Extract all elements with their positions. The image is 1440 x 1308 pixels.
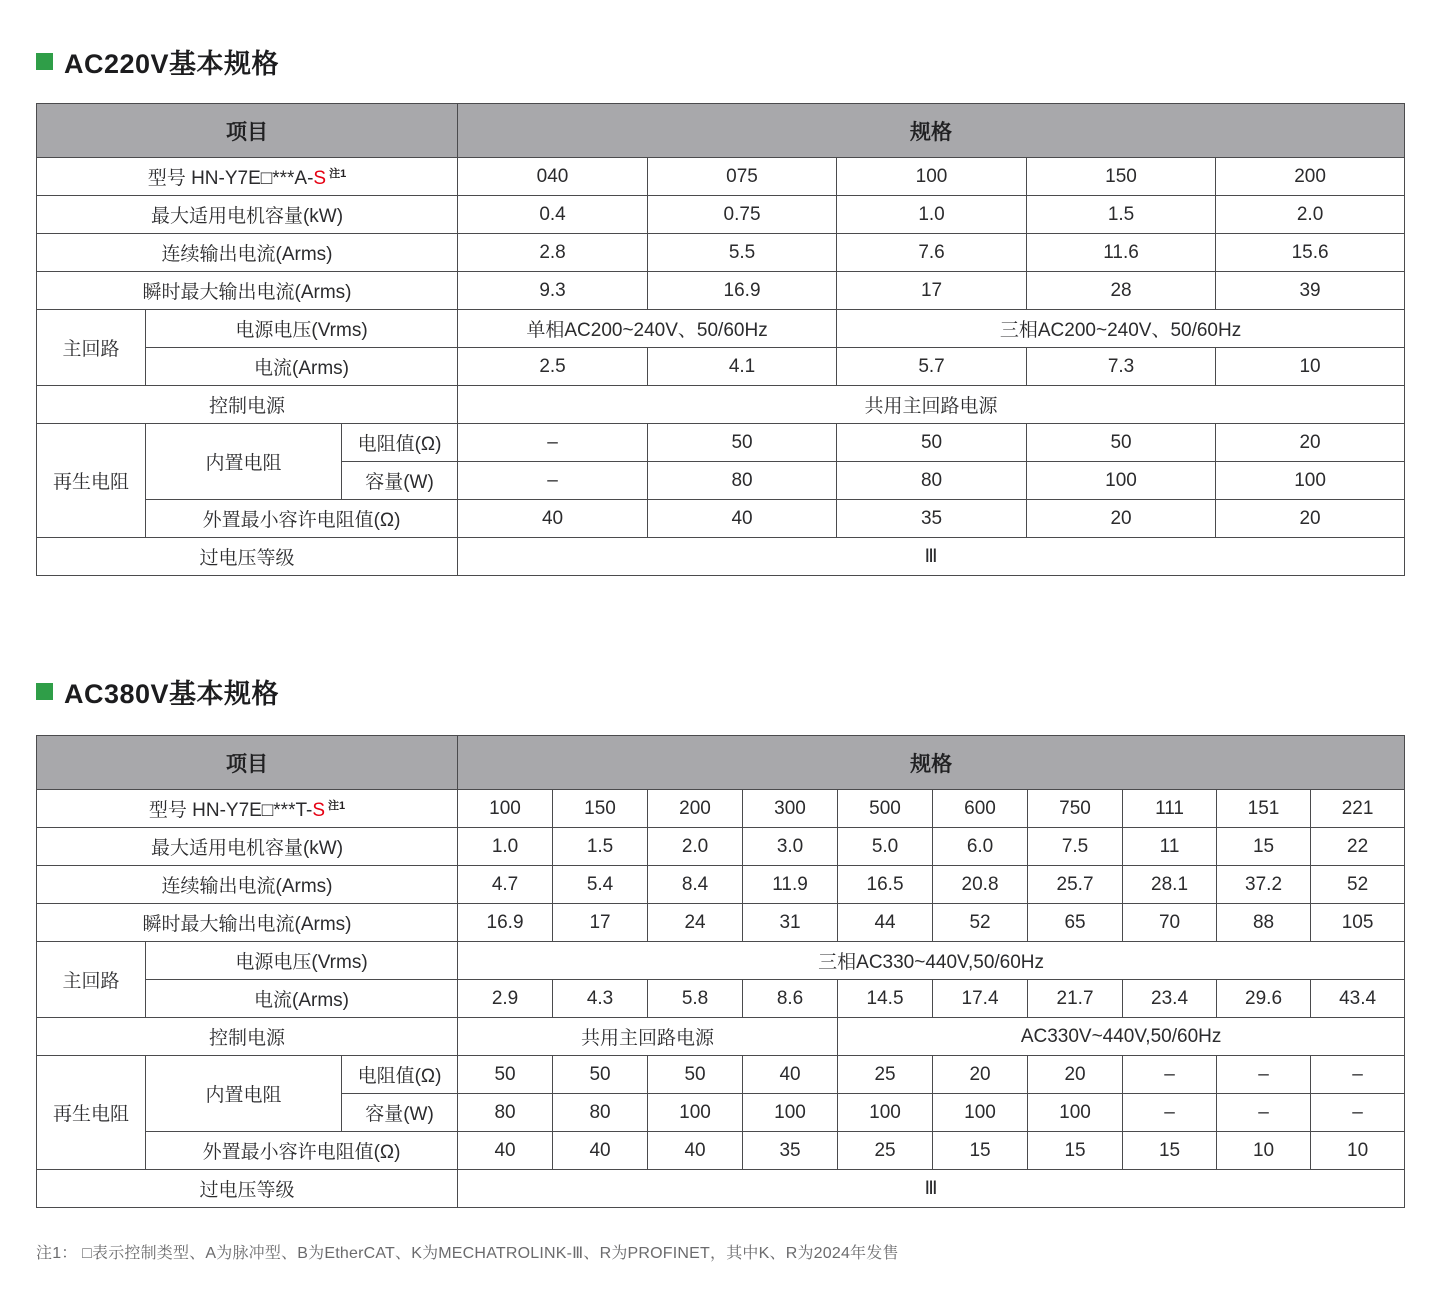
- table-cell: 200: [1216, 158, 1405, 196]
- table-cell: 15: [1217, 828, 1311, 866]
- table-cell: 44: [838, 904, 933, 942]
- table-cell: 50: [458, 1056, 553, 1094]
- table-cell: 21.7: [1028, 980, 1123, 1018]
- table-cell: –: [1311, 1094, 1405, 1132]
- table-cell: 5.7: [837, 348, 1027, 386]
- table-cell: 0.4: [458, 196, 648, 234]
- table-cell: 过电压等级: [37, 538, 458, 576]
- table-cell: 三相AC200~240V、50/60Hz: [837, 310, 1405, 348]
- table-cell: Ⅲ: [458, 538, 1405, 576]
- table-cell: 100: [1027, 462, 1216, 500]
- table-cell: 100: [837, 158, 1027, 196]
- table-cell: 151: [1217, 790, 1311, 828]
- table-cell: 8.4: [648, 866, 743, 904]
- table-cell: 40: [553, 1132, 648, 1170]
- table-cell: 25.7: [1028, 866, 1123, 904]
- table-cell: 40: [648, 1132, 743, 1170]
- table-cell: 111: [1123, 790, 1217, 828]
- table-cell: 11.6: [1027, 234, 1216, 272]
- table-cell: 电源电压(Vrms): [146, 942, 458, 980]
- table-cell: 100: [1216, 462, 1405, 500]
- table-cell: 221: [1311, 790, 1405, 828]
- table-cell: 5.5: [648, 234, 837, 272]
- table-cell: 20: [1028, 1056, 1123, 1094]
- table-cell: 10: [1311, 1132, 1405, 1170]
- table-cell: [37, 158, 458, 196]
- table-cell: AC330V~440V,50/60Hz: [838, 1018, 1405, 1056]
- table-cell: 52: [933, 904, 1028, 942]
- table-cell: 16.5: [838, 866, 933, 904]
- table-cell: 0.75: [648, 196, 837, 234]
- table-cell: 40: [743, 1056, 838, 1094]
- table-cell: 1.0: [458, 828, 553, 866]
- section-heading-ac380v: AC380V基本规格: [64, 678, 280, 709]
- green-square-bullet-icon: [36, 683, 53, 700]
- table-cell: 再生电阻: [37, 424, 146, 538]
- table-cell: 2.0: [1216, 196, 1405, 234]
- table-cell: 11: [1123, 828, 1217, 866]
- model-suffix-highlight: S: [313, 168, 327, 189]
- table-cell: 37.2: [1217, 866, 1311, 904]
- table-cell: 500: [838, 790, 933, 828]
- table-cell: 200: [648, 790, 743, 828]
- table-cell: 三相AC330~440V,50/60Hz: [458, 942, 1405, 980]
- table-cell: 39: [1216, 272, 1405, 310]
- table-cell: 2.5: [458, 348, 648, 386]
- green-square-bullet-icon: [36, 53, 53, 70]
- footnote-note1: 注1： □表示控制类型、A为脉冲型、B为EtherCAT、K为MECHATROLINK-Ⅲ、R为PROFINET，其中K、R为2024年发售: [36, 1245, 899, 1262]
- table-cell: 15.6: [1216, 234, 1405, 272]
- table-cell: 35: [743, 1132, 838, 1170]
- table-cell: 040: [458, 158, 648, 196]
- table-cell: 10: [1216, 348, 1405, 386]
- table-cell: 最大适用电机容量(kW): [37, 196, 458, 234]
- table-cell: 6.0: [933, 828, 1028, 866]
- table-cell: 80: [458, 1094, 553, 1132]
- table-cell: 7.6: [837, 234, 1027, 272]
- table-cell: 电阻值(Ω): [342, 1056, 458, 1094]
- table-cell: 电流(Arms): [146, 348, 458, 386]
- table-cell: 075: [648, 158, 837, 196]
- table-cell: 22: [1311, 828, 1405, 866]
- table-cell: 20: [933, 1056, 1028, 1094]
- model-suffix-highlight: S: [312, 800, 326, 821]
- table-cell: 100: [933, 1094, 1028, 1132]
- table-cell: 控制电源: [37, 386, 458, 424]
- table-cell: 外置最小容许电阻值(Ω): [146, 1132, 458, 1170]
- table-cell: 5.4: [553, 866, 648, 904]
- table-cell: –: [458, 462, 648, 500]
- table-cell: 再生电阻: [37, 1056, 146, 1170]
- table-cell: 50: [1027, 424, 1216, 462]
- table-cell: 28: [1027, 272, 1216, 310]
- section-title-ac220v: [36, 44, 279, 78]
- table-cell: 65: [1028, 904, 1123, 942]
- table-cell: 29.6: [1217, 980, 1311, 1018]
- table-cell: 600: [933, 790, 1028, 828]
- table-cell: 105: [1311, 904, 1405, 942]
- table-cell: 20: [1027, 500, 1216, 538]
- table-cell: 容量(W): [342, 1094, 458, 1132]
- table-cell: 主回路: [37, 942, 146, 1018]
- table-cell: 电流(Arms): [146, 980, 458, 1018]
- table-cell: 15: [1123, 1132, 1217, 1170]
- table-cell: 25: [838, 1056, 933, 1094]
- table-cell: 4.7: [458, 866, 553, 904]
- column-header: 项目: [37, 736, 458, 790]
- table-cell: 瞬时最大输出电流(Arms): [37, 904, 458, 942]
- table-cell: 100: [838, 1094, 933, 1132]
- table-cell: 100: [458, 790, 553, 828]
- table-cell: 300: [743, 790, 838, 828]
- table-cell: 17: [553, 904, 648, 942]
- table-cell: 主回路: [37, 310, 146, 386]
- table-cell: 1.0: [837, 196, 1027, 234]
- table-cell: 17.4: [933, 980, 1028, 1018]
- table-cell: –: [1123, 1056, 1217, 1094]
- table-cell: 14.5: [838, 980, 933, 1018]
- section-title-ac380v: [36, 674, 279, 708]
- table-cell: 5.0: [838, 828, 933, 866]
- table-cell: Ⅲ: [458, 1170, 1405, 1208]
- table-cell: 15: [933, 1132, 1028, 1170]
- table-cell: 31: [743, 904, 838, 942]
- table-cell: 11.9: [743, 866, 838, 904]
- table-cell: –: [1311, 1056, 1405, 1094]
- table-cell: 1.5: [553, 828, 648, 866]
- table-cell: 23.4: [1123, 980, 1217, 1018]
- table-cell: 控制电源: [37, 1018, 458, 1056]
- column-header: 规格: [458, 104, 1405, 158]
- table-cell: 共用主回路电源: [458, 1018, 838, 1056]
- table-cell: 80: [553, 1094, 648, 1132]
- table-cell: 70: [1123, 904, 1217, 942]
- table-cell: 1.5: [1027, 196, 1216, 234]
- model-label: 型号 HN-Y7E□***T-: [148, 800, 313, 821]
- table-cell: 连续输出电流(Arms): [37, 234, 458, 272]
- column-header: 项目: [37, 104, 458, 158]
- table-cell: 内置电阻: [146, 424, 342, 500]
- table-cell: 9.3: [458, 272, 648, 310]
- table-cell: 3.0: [743, 828, 838, 866]
- table-cell: –: [458, 424, 648, 462]
- column-header: 规格: [458, 736, 1405, 790]
- model-label: 型号 HN-Y7E□***A-: [147, 168, 314, 189]
- table-cell: 100: [648, 1094, 743, 1132]
- table-cell: 40: [458, 500, 648, 538]
- ac220v-spec-table: [36, 103, 1405, 576]
- table-cell: 过电压等级: [37, 1170, 458, 1208]
- table-cell: 共用主回路电源: [458, 386, 1405, 424]
- table-cell: 28.1: [1123, 866, 1217, 904]
- table-cell: 750: [1028, 790, 1123, 828]
- table-cell: 外置最小容许电阻值(Ω): [146, 500, 458, 538]
- footnote-ref: 注1: [328, 799, 346, 812]
- table-cell: 25: [838, 1132, 933, 1170]
- footnote-ref: 注1: [329, 167, 347, 180]
- table-cell: –: [1217, 1056, 1311, 1094]
- table-cell: 17: [837, 272, 1027, 310]
- table-cell: 40: [648, 500, 837, 538]
- table-cell: [37, 790, 458, 828]
- table-cell: 80: [837, 462, 1027, 500]
- table-cell: 20.8: [933, 866, 1028, 904]
- table-cell: 52: [1311, 866, 1405, 904]
- table-cell: 20: [1216, 500, 1405, 538]
- section-heading-ac220v: AC220V基本规格: [64, 48, 280, 79]
- table-cell: 2.8: [458, 234, 648, 272]
- table-cell: 连续输出电流(Arms): [37, 866, 458, 904]
- table-cell: 8.6: [743, 980, 838, 1018]
- table-cell: 2.0: [648, 828, 743, 866]
- table-cell: 20: [1216, 424, 1405, 462]
- table-cell: 10: [1217, 1132, 1311, 1170]
- table-cell: 单相AC200~240V、50/60Hz: [458, 310, 837, 348]
- table-cell: 35: [837, 500, 1027, 538]
- table-cell: 5.8: [648, 980, 743, 1018]
- table-cell: –: [1217, 1094, 1311, 1132]
- table-cell: –: [1123, 1094, 1217, 1132]
- table-cell: 4.3: [553, 980, 648, 1018]
- table-cell: 100: [1028, 1094, 1123, 1132]
- table-cell: 15: [1028, 1132, 1123, 1170]
- table-cell: 16.9: [648, 272, 837, 310]
- table-cell: 16.9: [458, 904, 553, 942]
- table-cell: 43.4: [1311, 980, 1405, 1018]
- table-cell: 2.9: [458, 980, 553, 1018]
- table-cell: 7.5: [1028, 828, 1123, 866]
- table-cell: 40: [458, 1132, 553, 1170]
- ac380v-spec-table: [36, 735, 1405, 1208]
- table-cell: 24: [648, 904, 743, 942]
- table-cell: 电阻值(Ω): [342, 424, 458, 462]
- table-cell: 50: [553, 1056, 648, 1094]
- table-cell: 电源电压(Vrms): [146, 310, 458, 348]
- table-cell: 内置电阻: [146, 1056, 342, 1132]
- table-cell: 100: [743, 1094, 838, 1132]
- table-cell: 50: [837, 424, 1027, 462]
- table-cell: 88: [1217, 904, 1311, 942]
- table-cell: 瞬时最大输出电流(Arms): [37, 272, 458, 310]
- table-cell: 80: [648, 462, 837, 500]
- table-cell: 50: [648, 424, 837, 462]
- table-cell: 150: [553, 790, 648, 828]
- table-cell: 50: [648, 1056, 743, 1094]
- table-cell: 4.1: [648, 348, 837, 386]
- table-cell: 最大适用电机容量(kW): [37, 828, 458, 866]
- table-cell: 150: [1027, 158, 1216, 196]
- table-cell: 7.3: [1027, 348, 1216, 386]
- table-cell: 容量(W): [342, 462, 458, 500]
